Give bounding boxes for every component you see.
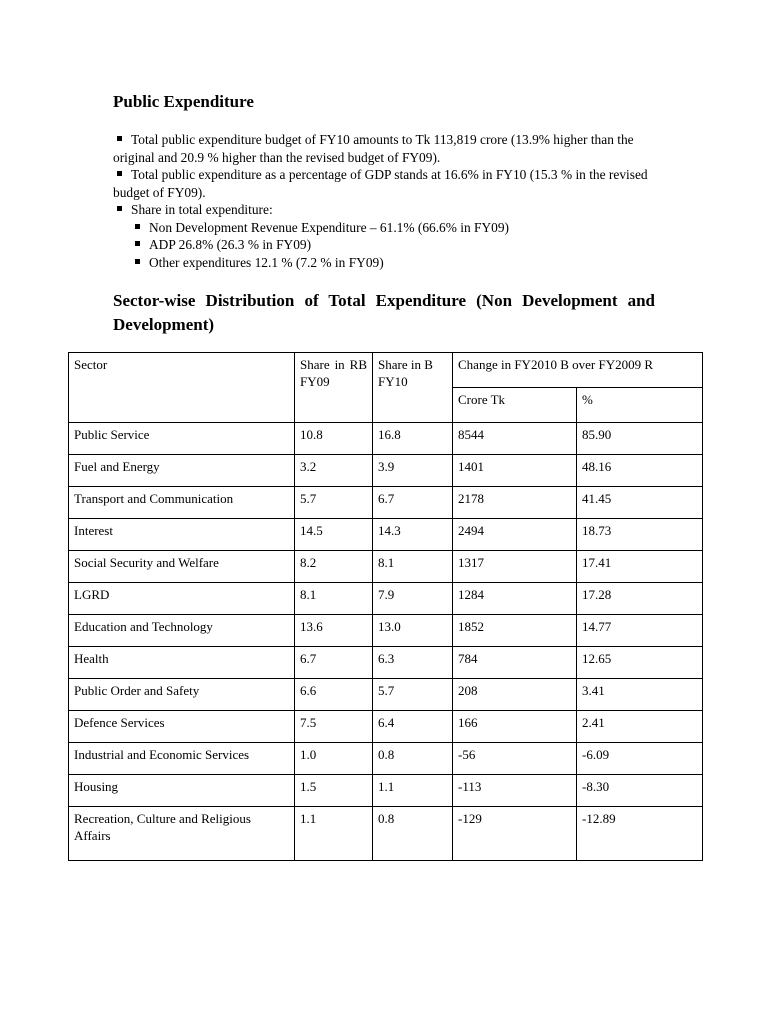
cell-share-rb: 14.5 (295, 519, 373, 551)
cell-share-rb: 6.7 (295, 647, 373, 679)
cell-pct: 18.73 (577, 519, 703, 551)
cell-sector: Public Order and Safety (69, 679, 295, 711)
cell-share-rb: 1.0 (295, 743, 373, 775)
cell-sector: Public Service (69, 423, 295, 455)
table-row (69, 455, 703, 487)
cell-pct: 85.90 (577, 423, 703, 455)
cell-pct: 12.65 (577, 647, 703, 679)
cell-pct: 2.41 (577, 711, 703, 743)
cell-share-rb: 6.6 (295, 679, 373, 711)
cell-sector: Social Security and Welfare (69, 551, 295, 583)
table-row (69, 487, 703, 519)
cell-sector: Interest (69, 519, 295, 551)
square-bullet-icon (117, 206, 122, 211)
cell-pct: 17.41 (577, 551, 703, 583)
cell-crore: 1284 (453, 583, 577, 615)
cell-crore: 8544 (453, 423, 577, 455)
table-row (69, 775, 703, 807)
table-row (69, 519, 703, 551)
cell-sector: Industrial and Economic Services (69, 743, 295, 775)
cell-sector: LGRD (69, 583, 295, 615)
cell-sector: Housing (69, 775, 295, 807)
square-bullet-icon (135, 224, 140, 229)
cell-pct: 14.77 (577, 615, 703, 647)
cell-share-b: 16.8 (373, 423, 453, 455)
page-title: Public Expenditure (113, 92, 254, 111)
table-row (69, 583, 703, 615)
header-share-rb: Share in RB FY09 (295, 353, 373, 423)
table-row (69, 647, 703, 679)
cell-pct: -12.89 (577, 807, 703, 861)
cell-pct: -6.09 (577, 743, 703, 775)
table-row (69, 711, 703, 743)
header-share-b: Share in B FY10 (373, 353, 453, 423)
cell-share-rb: 3.2 (295, 455, 373, 487)
bullet-text: Non Development Revenue Expenditure – 61.1% (66.6% in FY09) (149, 219, 509, 235)
cell-share-rb: 10.8 (295, 423, 373, 455)
cell-share-b: 1.1 (373, 775, 453, 807)
cell-share-rb: 1.1 (295, 807, 373, 861)
cell-share-b: 0.8 (373, 743, 453, 775)
cell-crore: 784 (453, 647, 577, 679)
cell-pct: -8.30 (577, 775, 703, 807)
header-sector: Sector (69, 353, 295, 423)
header-change: Change in FY2010 B over FY2009 R (453, 353, 703, 388)
table-row (69, 807, 703, 861)
cell-pct: 3.41 (577, 679, 703, 711)
bullet-item (113, 131, 658, 166)
cell-pct: 17.28 (577, 583, 703, 615)
cell-share-rb: 5.7 (295, 487, 373, 519)
sub-bullet-item (113, 236, 658, 254)
cell-crore: 208 (453, 679, 577, 711)
cell-share-b: 3.9 (373, 455, 453, 487)
expenditure-table (68, 352, 703, 861)
cell-crore: 2494 (453, 519, 577, 551)
cell-crore: 1317 (453, 551, 577, 583)
bullet-item (113, 201, 658, 219)
table-row (69, 679, 703, 711)
cell-crore: 2178 (453, 487, 577, 519)
cell-share-b: 6.4 (373, 711, 453, 743)
cell-share-rb: 8.2 (295, 551, 373, 583)
cell-crore: -56 (453, 743, 577, 775)
cell-crore: 1852 (453, 615, 577, 647)
bullet-item (113, 166, 658, 201)
cell-share-b: 8.1 (373, 551, 453, 583)
square-bullet-icon (135, 241, 140, 246)
bullet-text: Total public expenditure as a percentage of GDP stands at 16.6% in FY10 (15.3 % in the revised budget of FY09). (113, 167, 648, 200)
bullet-list (113, 131, 658, 271)
bullet-text: Other expenditures 12.1 % (7.2 % in FY09) (149, 254, 384, 270)
cell-sector: Transport and Communication (69, 487, 295, 519)
table-row (69, 743, 703, 775)
cell-crore: -129 (453, 807, 577, 861)
bullet-text: Share in total expenditure: (131, 202, 273, 217)
cell-crore: 1401 (453, 455, 577, 487)
cell-share-b: 6.3 (373, 647, 453, 679)
cell-share-b: 13.0 (373, 615, 453, 647)
table-row (69, 551, 703, 583)
cell-share-rb: 13.6 (295, 615, 373, 647)
square-bullet-icon (117, 136, 122, 141)
cell-share-b: 6.7 (373, 487, 453, 519)
cell-crore: -113 (453, 775, 577, 807)
header-crore: Crore Tk (453, 388, 577, 423)
square-bullet-icon (135, 259, 140, 264)
cell-sector: Education and Technology (69, 615, 295, 647)
square-bullet-icon (117, 171, 122, 176)
cell-share-rb: 7.5 (295, 711, 373, 743)
cell-sector: Fuel and Energy (69, 455, 295, 487)
sub-bullet-item (113, 219, 658, 237)
cell-share-b: 7.9 (373, 583, 453, 615)
cell-share-rb: 1.5 (295, 775, 373, 807)
cell-pct: 48.16 (577, 455, 703, 487)
table-row (69, 615, 703, 647)
cell-pct: 41.45 (577, 487, 703, 519)
cell-sector: Defence Services (69, 711, 295, 743)
cell-crore: 166 (453, 711, 577, 743)
table-header-row (69, 353, 703, 388)
cell-share-b: 14.3 (373, 519, 453, 551)
table-row (69, 423, 703, 455)
section-heading: Sector-wise Distribution of Total Expenditure (Non Development and Development) (113, 291, 655, 334)
cell-sector: Health (69, 647, 295, 679)
cell-sector: Recreation, Culture and Religious Affairs (69, 807, 295, 861)
cell-share-b: 0.8 (373, 807, 453, 861)
sub-bullet-item (113, 254, 658, 272)
cell-share-b: 5.7 (373, 679, 453, 711)
cell-share-rb: 8.1 (295, 583, 373, 615)
bullet-text: Total public expenditure budget of FY10 amounts to Tk 113,819 crore (13.9% higher than the original and 20.9 % higher than the revised budget of FY09). (113, 132, 634, 165)
bullet-text: ADP 26.8% (26.3 % in FY09) (149, 237, 312, 252)
header-pct: % (577, 388, 703, 423)
